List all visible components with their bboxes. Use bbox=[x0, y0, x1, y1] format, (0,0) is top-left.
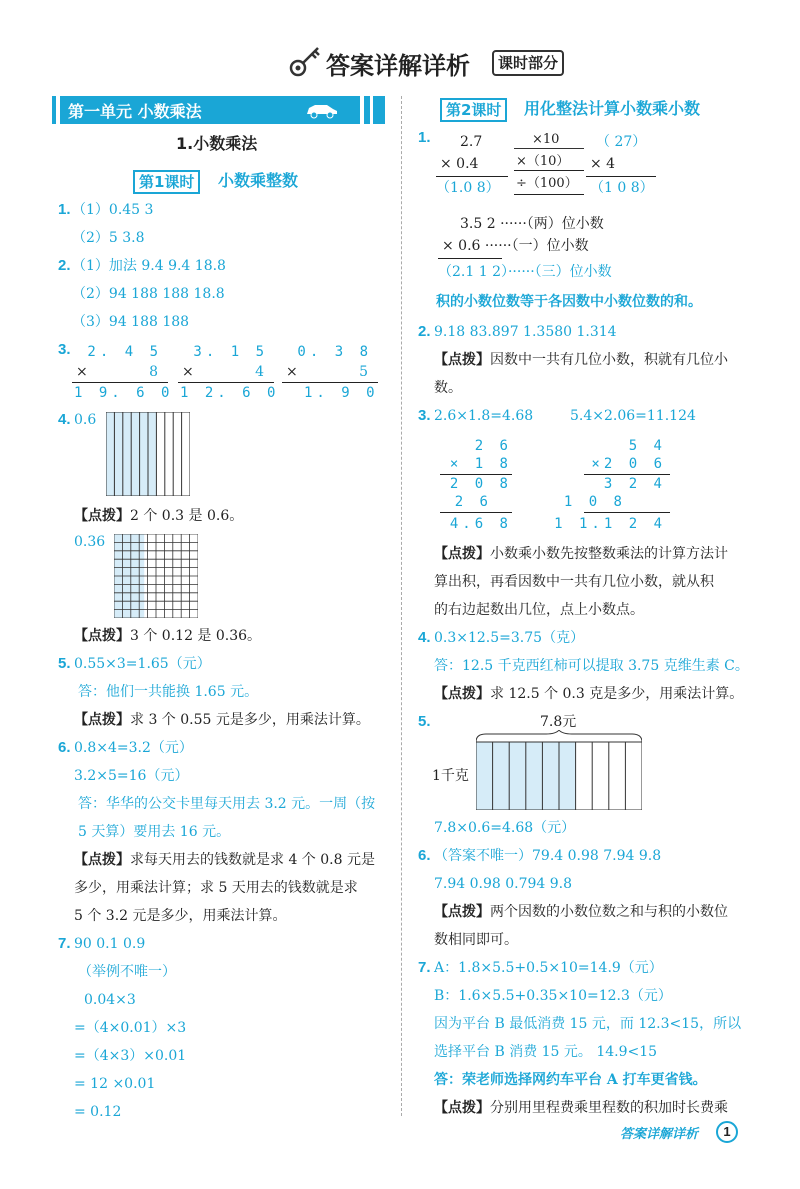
divider-rule bbox=[438, 258, 502, 259]
answer-line: 0.55×3=1.65（元） bbox=[74, 656, 211, 672]
answer-line: 7.8×0.6=4.68（元） bbox=[434, 820, 576, 836]
answer-line: = 0.12 bbox=[74, 1104, 122, 1120]
answer-line: 答：他们一共能换 1.65 元。 bbox=[78, 684, 259, 700]
tip-line: 【点拨】3 个 0.12 是 0.36。 bbox=[74, 628, 262, 644]
tip-line: 【点拨】两个因数的小数位数之和与积的小数位 bbox=[434, 904, 728, 920]
answer-line: 积的小数位数等于各因数中小数位数的和。 bbox=[436, 294, 702, 310]
section-tag: 课时部分 bbox=[492, 50, 564, 76]
figure-label: 7.8元 bbox=[540, 714, 577, 730]
answer-line: 0.04×3 bbox=[84, 992, 136, 1008]
tip-line: 的右边起数出几位，点上小数点。 bbox=[434, 602, 644, 618]
vertical-calc-b: 5 4 ×2 0 6 3 2 4 1 0 8 1 1.1 2 4 bbox=[584, 436, 674, 536]
answer-line: 3.2×5=16（元） bbox=[74, 768, 189, 784]
answer-line: （答案不唯一）79.4 0.98 7.94 9.8 bbox=[434, 848, 662, 864]
answer-line: 90 0.1 0.9 bbox=[74, 936, 146, 952]
q-number: 2. bbox=[58, 257, 71, 274]
footer-label: 答案详解详析 bbox=[620, 1127, 699, 1142]
q-number: 6. bbox=[58, 739, 71, 756]
q-number: 5. bbox=[418, 713, 431, 730]
answer-line: B：1.6×5.5+0.35×10=12.3（元） bbox=[434, 988, 672, 1004]
vertical-calc-1: 2. 4 5 × 8 1 9. 6 0 bbox=[74, 344, 174, 401]
column-divider bbox=[401, 96, 402, 1116]
header bbox=[0, 40, 800, 90]
sub-title: 1.小数乘法 bbox=[176, 134, 258, 153]
tip-line: 【点拨】求 3 个 0.55 元是多少，用乘法计算。 bbox=[74, 712, 370, 728]
answer-line: 因为平台 B 最低消费 15 元，而 12.3<15，所以 bbox=[434, 1016, 742, 1032]
answer-line: =（4×0.01）×3 bbox=[74, 1020, 187, 1036]
tip-line: 【点拨】分别用里程费乘里程数的积加时长费乘 bbox=[434, 1100, 728, 1116]
answer-line: 答：华华的公交卡里每天用去 3.2 元。一周（按 bbox=[78, 796, 376, 812]
scaling-calc: 2.7 × 0.4 （1.0 8） ×10 ×（10） ÷（100） （ 27） × 4 （1 0 8） bbox=[436, 132, 666, 204]
key-icon bbox=[288, 44, 322, 82]
lesson-title: 用化整法计算小数乘小数 bbox=[524, 99, 701, 118]
answer-line: =（4×3）×0.01 bbox=[74, 1048, 187, 1064]
answer-line: （2.1 1 2）······（三）位小数 bbox=[438, 264, 612, 280]
unit-banner bbox=[60, 96, 385, 124]
vertical-calc-3: 0. 3 8 × 5 1. 9 0 bbox=[282, 342, 382, 402]
answer-line: （2）94 188 188 18.8 bbox=[72, 286, 225, 302]
answer-line: 答：荣老师选择网约车平台 A 打车更省钱。 bbox=[434, 1072, 707, 1088]
q-number: 4. bbox=[418, 629, 431, 646]
q-number: 3. bbox=[58, 341, 71, 358]
answer-line: （1）0.45 3 bbox=[72, 202, 154, 218]
q-number: 5. bbox=[58, 655, 71, 672]
q-number: 1. bbox=[58, 201, 71, 218]
tip-line: 【点拨】2 个 0.3 是 0.6。 bbox=[74, 508, 244, 524]
tip-line: 【点拨】求 12.5 个 0.3 克是多少，用乘法计算。 bbox=[434, 686, 744, 702]
lesson-box: 第2课时 bbox=[440, 98, 507, 122]
lesson-box: 第1课时 bbox=[133, 170, 200, 194]
q-number: 7. bbox=[418, 959, 431, 976]
q-number: 4. bbox=[58, 411, 71, 428]
answer-line: （3）94 188 188 bbox=[72, 314, 190, 330]
q-number: 2. bbox=[418, 323, 431, 340]
answer-line: 5 天算）要用去 16 元。 bbox=[78, 824, 231, 840]
answer-line: （2）5 3.8 bbox=[72, 230, 145, 246]
answer-line: 0.8×4=3.2（元） bbox=[74, 740, 193, 756]
answer-line: 3.5 2 ······（两）位小数 bbox=[460, 216, 604, 232]
answer-line: = 12 ×0.01 bbox=[74, 1076, 156, 1092]
price-strip-figure bbox=[476, 730, 642, 814]
figure-label: 1千克 bbox=[432, 768, 469, 784]
answer-line: × 0.6 ······（一）位小数 bbox=[442, 238, 589, 254]
car-icon bbox=[305, 101, 339, 123]
answer-line: 0.36 bbox=[74, 534, 106, 550]
answer-line: 0.6 bbox=[74, 412, 97, 428]
answer-line: 答：12.5 千克西红柿可以提取 3.75 克维生素 C。 bbox=[434, 658, 749, 674]
page-title: 答案详解详析 bbox=[326, 52, 470, 80]
q-number: 3. bbox=[418, 407, 431, 424]
answer-line: 选择平台 B 消费 15 元。 14.9<15 bbox=[434, 1044, 658, 1060]
hundredths-grid-figure bbox=[114, 534, 198, 622]
q-number: 7. bbox=[58, 935, 71, 952]
tip-line: 5 个 3.2 元是多少，用乘法计算。 bbox=[74, 908, 287, 924]
page-number: 1 bbox=[716, 1121, 738, 1143]
answer-line: A：1.8×5.5+0.5×10=14.9（元） bbox=[434, 960, 663, 976]
vertical-calc-a: 2 6 × 1 8 2 0 8 2 6 4.6 8 bbox=[440, 436, 520, 536]
answer-line: 2.6×1.8=4.68 bbox=[434, 408, 534, 424]
footer bbox=[600, 1120, 760, 1146]
q-number: 6. bbox=[418, 847, 431, 864]
vertical-calc-2: 3. 1 5 × 4 1 2. 6 0 bbox=[180, 344, 280, 401]
q-number: 1. bbox=[418, 129, 431, 146]
tip-line: 【点拨】因数中一共有几位小数，积就有几位小 bbox=[434, 352, 728, 368]
answer-line: 0.3×12.5=3.75（克） bbox=[434, 630, 585, 646]
tip-line: 数。 bbox=[434, 380, 462, 396]
answer-line: （举例不唯一） bbox=[78, 964, 176, 980]
answer-line: （1）加法 9.4 9.4 18.8 bbox=[72, 258, 226, 274]
answer-line: 9.18 83.897 1.3580 1.314 bbox=[434, 324, 617, 340]
lesson-title: 小数乘整数 bbox=[218, 171, 299, 190]
unit-title: 第一单元 小数乘法 bbox=[68, 102, 202, 121]
tip-line: 数相同即可。 bbox=[434, 932, 518, 948]
tip-line: 【点拨】小数乘小数先按整数乘法的计算方法计 bbox=[434, 546, 728, 562]
decimal-strip-figure bbox=[106, 412, 190, 500]
tip-line: 【点拨】求每天用去的钱数就是求 4 个 0.8 元是 bbox=[74, 852, 375, 868]
answer-line: 5.4×2.06=11.124 bbox=[570, 408, 696, 424]
tip-line: 算出积，再看因数中一共有几位小数，就从积 bbox=[434, 574, 714, 590]
answer-line: 7.94 0.98 0.794 9.8 bbox=[434, 876, 573, 892]
tip-line: 多少，用乘法计算；求 5 天用去的钱数就是求 bbox=[74, 880, 358, 896]
